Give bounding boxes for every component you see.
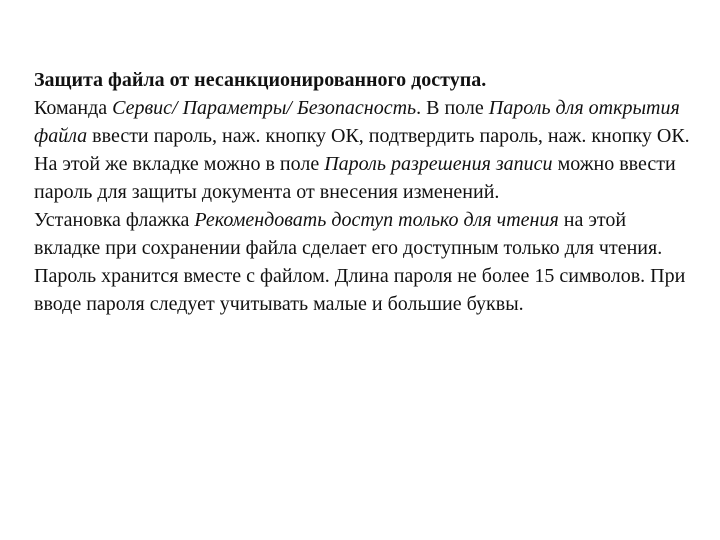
segment: можно ввести пароль для защиты документа от внесения изменений. <box>34 153 676 203</box>
paragraph-write-password <box>34 150 694 206</box>
slide-heading: Защита файла от несанкционированного доступа. <box>34 69 487 91</box>
checkbox-name-read-only: Рекомендовать доступ только для чтения <box>194 209 559 231</box>
paragraph-password-rules <box>34 262 694 318</box>
field-name-write-password: Пароль разрешения записи <box>324 153 553 175</box>
menu-path: Сервис/ Параметры/ Безопасность <box>112 97 417 119</box>
segment: на этой вкладке при сохранении файла сделает его доступным только для чтения. <box>34 209 663 259</box>
segment: Пароль хранится вместе с файлом. Длина пароля не более 15 символов. При вводе пароля следует учитывать малые и большие буквы. <box>34 265 686 315</box>
paragraph-command <box>34 94 694 150</box>
segment: ввести пароль, наж. кнопку ОК, подтвердить пароль, наж. кнопку ОК. <box>87 125 690 147</box>
segment: Установка флажка <box>34 209 195 231</box>
paragraph-read-only <box>34 206 694 262</box>
segment: . В поле <box>416 97 489 119</box>
segment: На этой же вкладке можно в поле <box>34 153 325 175</box>
text-block <box>34 66 694 318</box>
field-name-open-password: Пароль для открытия файла <box>34 97 680 147</box>
segment: Команда <box>34 97 113 119</box>
